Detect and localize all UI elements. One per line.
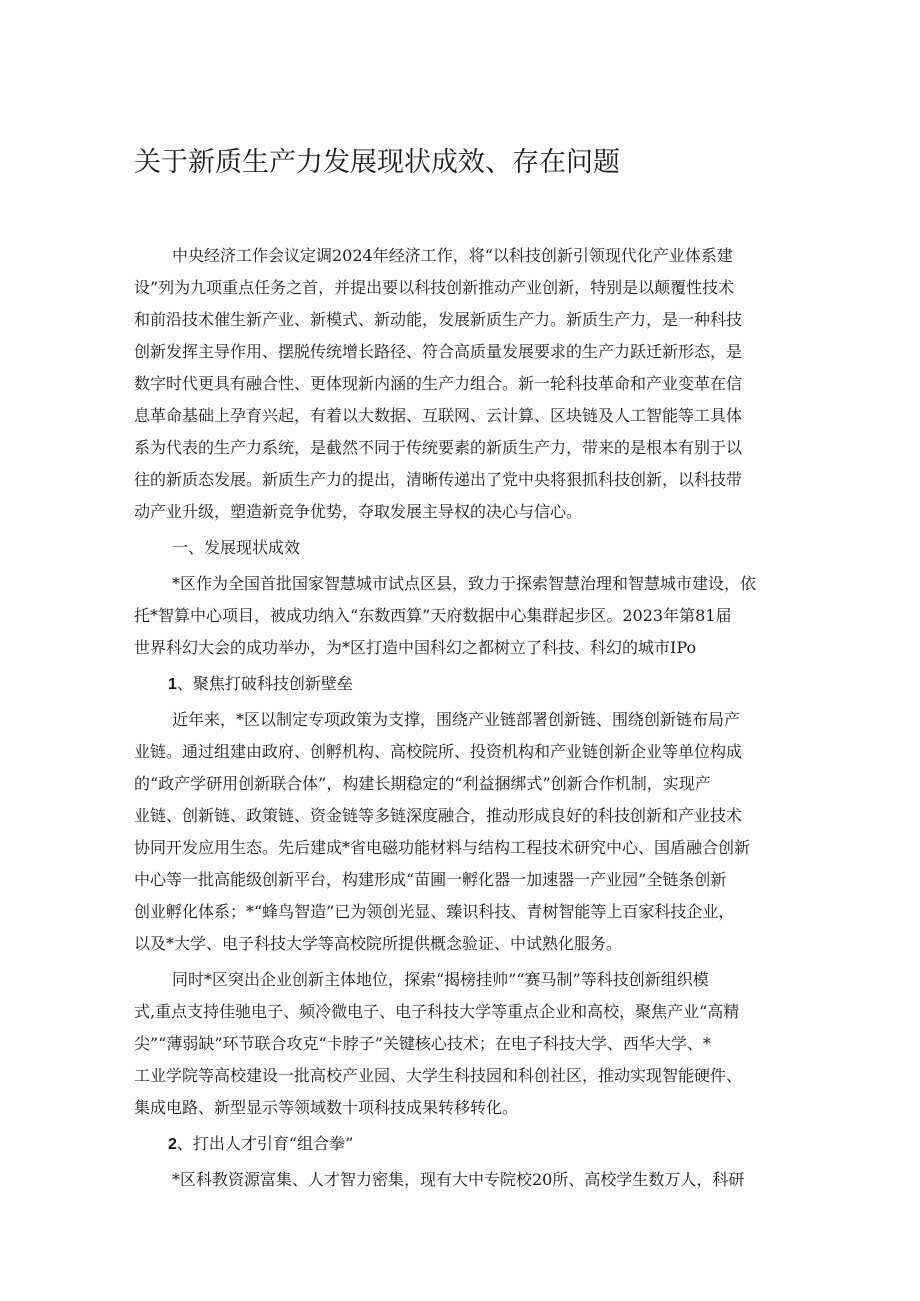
intro-line-2: 设”列为九项重点任务之首，并提出要以科技创新推动产业创新，特别是以颠覆性技术: [134, 278, 735, 297]
sub1-para2-line-5: 集成电路、新型显示等领域数十项科技成果转移转化。: [134, 1098, 519, 1117]
subheading-1-text: 、聚焦打破科技创新壁垒: [176, 674, 353, 693]
subheading-1: [168, 672, 353, 697]
intro-line-3: 和前沿技术催生新产业、新模式、新动能，发展新质生产力。新质生产力，是一种科技: [134, 310, 743, 329]
sub1-para1-line-4: 业链、创新链、政策链、资金链等多链深度融合，推动形成良好的科技创新和产业技术: [134, 806, 743, 825]
sub1-para2-line-1: 同时*区突出企业创新主体地位，探索“揭榜挂帅”“赛马制”等科技创新组织模: [172, 970, 709, 989]
sub1-para1-line-2: 业链。通过组建由政府、创孵机构、高校院所、投资机构和产业链创新企业等单位构成: [134, 742, 743, 761]
subheading-1-number: 1: [168, 676, 177, 693]
sub1-para2-line-3: 尖”“薄弱缺”环节联合攻克“卡脖子”关键核心技术；在电子科技大学、西华大学、*: [134, 1034, 711, 1053]
document-title: 关于新质生产力发展现状成效、存在问题: [134, 147, 620, 178]
sub1-para1-line-8: 以及*大学、电子科技大学等高校院所提供概念验证、中试熟化服务。: [134, 934, 623, 953]
sub2-line-1: *区科教资源富集、人才智力密集，现有大中专院校20所、高校学生数万人，科研: [172, 1170, 745, 1189]
section1-line-3: 世界科幻大会的成功举办，为*区打造中国科幻之都树立了科技、科幻的城市IPo: [134, 638, 697, 657]
sub1-para1-line-3: 的“政产学研用创新联合体”，构建长期稳定的“利益捆绑式”创新合作机制，实现产: [134, 774, 711, 793]
sub1-para1-line-6: 中心等一批高能级创新平台，构建形成“苗圃一孵化器一加速器一产业园”全链条创新: [134, 870, 727, 889]
intro-line-7: 系为代表的生产力系统，是截然不同于传统要素的新质生产力，带来的是根本有别于以: [134, 438, 743, 457]
sub1-para2-line-2: 式,重点支持佳驰电子、频冷微电子、电子科技大学等重点企业和高校，聚焦产业“高精: [134, 1002, 740, 1021]
section1-line-2: 托*智算中心项目，被成功纳入“东数西算”天府数据中心集群起步区。2023年第81届: [134, 606, 732, 625]
intro-line-9: 动产业升级，塑造新竞争优势，夺取发展主导权的决心与信心。: [134, 502, 583, 521]
subheading-2: [168, 1132, 353, 1157]
intro-line-8: 往的新质态发展。新质生产力的提出，清晰传递出了党中央将狠抓科技创新，以科技带: [134, 470, 743, 489]
section-heading: 一、发展现状成效: [172, 538, 301, 557]
subheading-2-text: 、打出人才引育“组合拳”: [176, 1134, 354, 1153]
intro-line-1: 中央经济工作会议定调2024年经济工作，将“以科技创新引领现代化产业体系建: [172, 246, 733, 265]
sub1-para1-line-7: 创业孵化体系；*“蜂鸟智造”已为领创光显、臻识科技、青树智能等上百家科技企业，: [134, 902, 735, 921]
section1-line-1: *区作为全国首批国家智慧城市试点区县，致力于探索智慧治理和智慧城市建设，依: [172, 574, 757, 593]
intro-line-4: 创新发挥主导作用、摆脱传统增长路径、符合高质量发展要求的生产力跃迁新形态，是: [134, 342, 743, 361]
intro-line-5: 数字时代更具有融合性、更体现新内涵的生产力组合。新一轮科技革命和产业变革在信: [134, 374, 743, 393]
sub1-para1-line-5: 协同开发应用生态。先后建成*省电磁功能材料与结构工程技术研究中心、国盾融合创新: [134, 838, 751, 857]
sub1-para1-line-1: 近年来，*区以制定专项政策为支撑，围绕产业链部署创新链、围绕创新链布局产: [172, 710, 741, 729]
intro-line-6: 息革命基础上孕育兴起，有着以大数据、互联网、云计算、区块链及人工智能等工具体: [134, 406, 743, 425]
sub1-para2-line-4: 工业学院等高校建设一批高校产业园、大学生科技园和科创社区，推动实现智能硬件、: [134, 1066, 743, 1085]
subheading-2-number: 2: [168, 1136, 177, 1153]
